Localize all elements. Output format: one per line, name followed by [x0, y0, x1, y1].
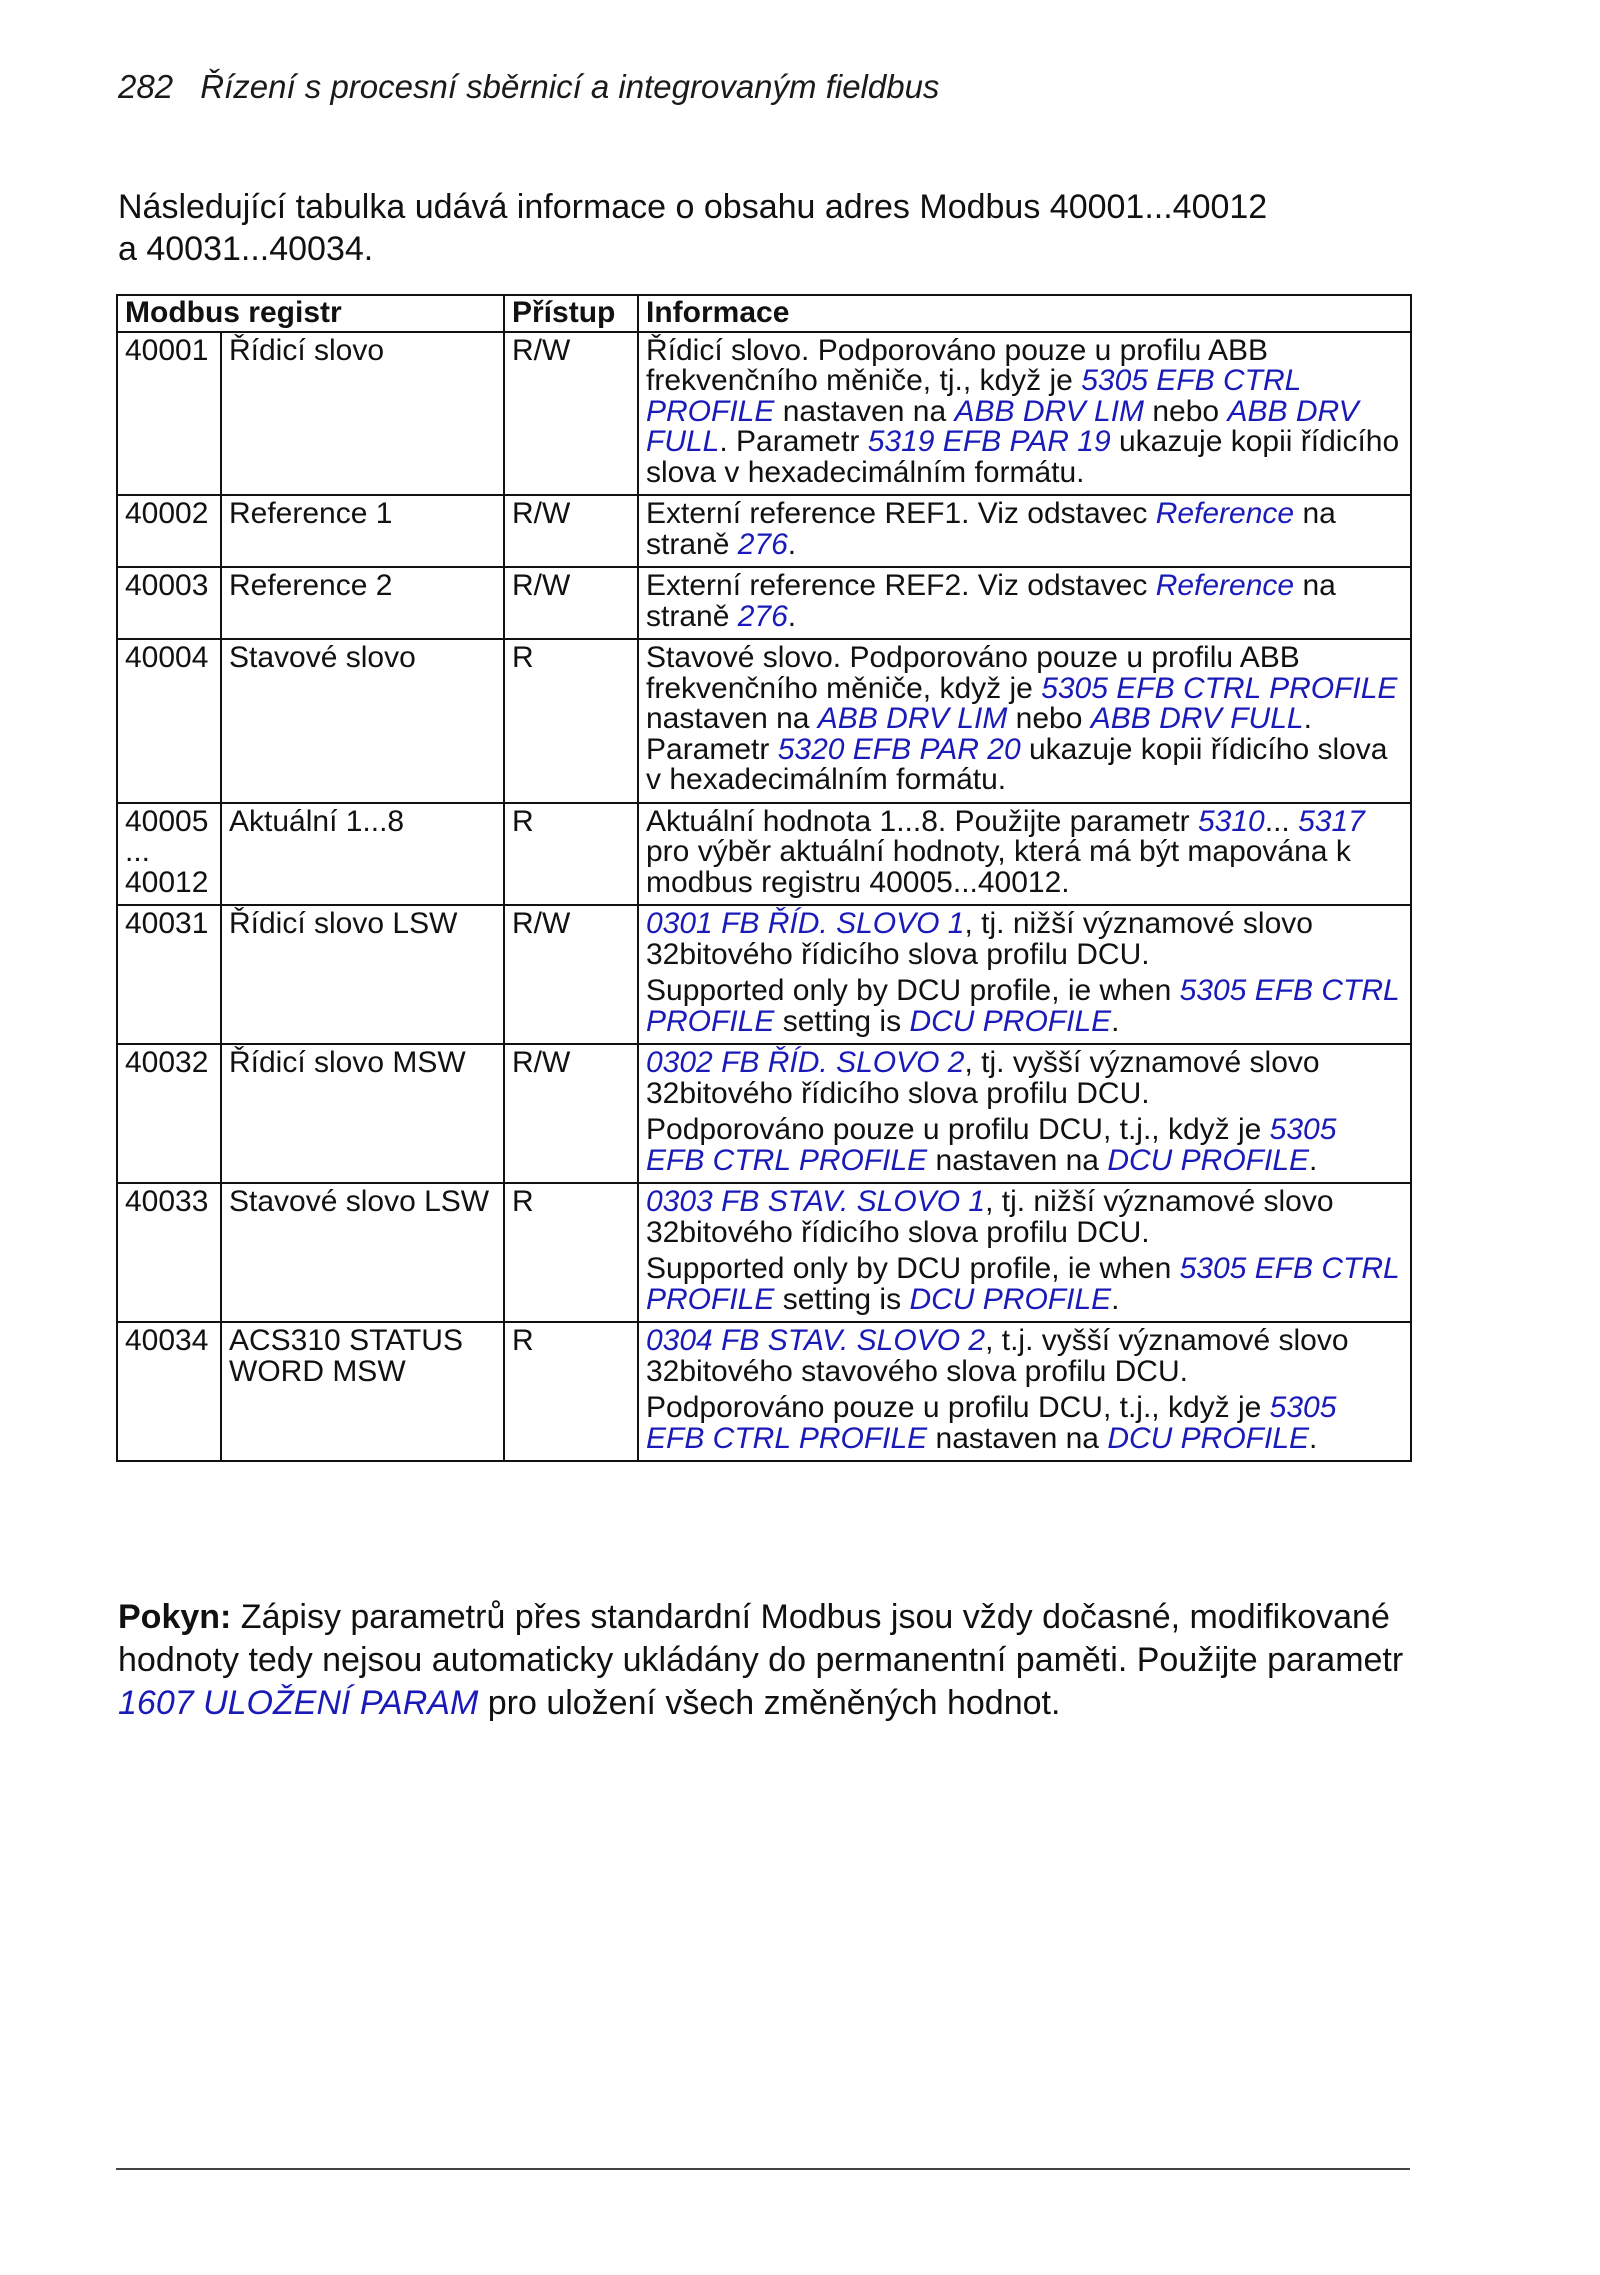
parameter-link[interactable]: 5305 EFB CTRL PROFILE — [1041, 671, 1398, 705]
register-access: R/W — [504, 905, 638, 1044]
info-text: setting is — [774, 1282, 910, 1316]
parameter-link[interactable]: 276 — [737, 527, 788, 561]
info-paragraph — [646, 499, 1403, 560]
info-text: nebo — [1007, 702, 1091, 735]
parameter-link[interactable]: DCU PROFILE — [909, 1282, 1112, 1316]
table-row — [117, 639, 1411, 803]
register-information — [638, 495, 1411, 567]
parameter-link[interactable]: ABB DRV FULL — [1090, 702, 1304, 735]
parameter-link[interactable]: 5305 EFB CTRL PROFILE — [646, 364, 1301, 428]
info-text: ukazuje kopii řídicího slova v hexadecimálním formátu. — [646, 425, 1400, 489]
register-address: 40033 — [117, 1183, 221, 1322]
register-access: R — [504, 1322, 638, 1461]
register-name: Reference 2 — [221, 567, 504, 639]
register-information — [638, 1183, 1411, 1322]
info-paragraph — [646, 571, 1403, 632]
info-text: . — [1309, 1421, 1318, 1455]
table-row — [117, 332, 1411, 496]
register-access: R/W — [504, 495, 638, 567]
parameter-link[interactable]: Reference — [1155, 497, 1295, 530]
info-paragraph — [646, 1326, 1403, 1387]
info-text: Stavové slovo. Podporováno pouze u profilu ABB frekvenčního měniče, když je — [646, 641, 1300, 705]
register-name: Řídicí slovo — [221, 332, 504, 496]
table-header-row — [117, 295, 1411, 332]
parameter-link[interactable]: DCU PROFILE — [909, 1004, 1112, 1038]
parameter-link[interactable]: 5305 EFB CTRL PROFILE — [646, 1113, 1337, 1177]
table-row — [117, 1044, 1411, 1183]
info-paragraph — [646, 1254, 1403, 1315]
info-text: Řídicí slovo. Podporováno pouze u profilu ABB frekvenčního měniče, tj., když je — [646, 333, 1269, 397]
parameter-link[interactable]: ABB DRV LIM — [954, 394, 1145, 428]
note-paragraph — [118, 1596, 1418, 1725]
parameter-link[interactable]: 5305 EFB CTRL PROFILE — [646, 974, 1400, 1038]
register-address: 40031 — [117, 905, 221, 1044]
info-paragraph — [646, 1187, 1403, 1248]
register-name: Aktuální 1...8 — [221, 803, 504, 906]
parameter-link[interactable]: DCU PROFILE — [1107, 1143, 1310, 1177]
register-information — [638, 803, 1411, 906]
register-access: R/W — [504, 567, 638, 639]
info-text: Aktuální hodnota 1...8. Použijte parametr — [646, 804, 1198, 838]
table-row — [117, 803, 1411, 906]
header-information: Informace — [638, 295, 1411, 332]
register-name: Řídicí slovo MSW — [221, 1044, 504, 1183]
register-information — [638, 639, 1411, 803]
parameter-link[interactable]: 0301 FB ŘÍD. SLOVO 1 — [646, 907, 965, 940]
info-text: , t.j. vyšší významové slovo 32bitového stavového slova profilu DCU. — [646, 1324, 1349, 1388]
parameter-link[interactable]: 5310 — [1198, 804, 1265, 838]
register-access: R — [504, 1183, 638, 1322]
register-address: 40004 — [117, 639, 221, 803]
register-name: ACS310 STATUS WORD MSW — [221, 1322, 504, 1461]
register-address: 40001 — [117, 332, 221, 496]
info-text: ... — [1264, 804, 1299, 838]
info-text: . — [787, 599, 797, 633]
register-information — [638, 1044, 1411, 1183]
info-text: . — [1111, 1282, 1120, 1316]
info-paragraph — [646, 909, 1403, 970]
register-access: R/W — [504, 1044, 638, 1183]
register-name: Stavové slovo — [221, 639, 504, 803]
info-text: ukazuje kopii řídicího slova v hexadecimálním formátu. — [646, 732, 1388, 796]
info-paragraph — [646, 643, 1403, 796]
page-header — [118, 68, 939, 106]
register-address: 40003 — [117, 567, 221, 639]
table-row — [117, 495, 1411, 567]
register-access: R — [504, 803, 638, 906]
register-name: Reference 1 — [221, 495, 504, 567]
parameter-link[interactable]: ABB DRV FULL — [646, 394, 1359, 458]
info-paragraph — [646, 1393, 1403, 1454]
intro-line-2: a 40031...40034. — [118, 230, 374, 268]
parameter-link[interactable]: 0304 FB STAV. SLOVO 2 — [646, 1324, 986, 1357]
parameter-link[interactable]: 5320 EFB PAR 20 — [777, 732, 1021, 766]
info-paragraph — [646, 1048, 1403, 1109]
register-name: Řídicí slovo LSW — [221, 905, 504, 1044]
table-row — [117, 567, 1411, 639]
info-text: , tj. nižší významové slovo 32bitového řídicího slova profilu DCU. — [646, 1185, 1334, 1249]
info-text: setting is — [774, 1004, 910, 1038]
info-text: , tj. vyšší významové slovo 32bitového řídicího slova profilu DCU. — [646, 1046, 1320, 1110]
register-information — [638, 567, 1411, 639]
header-modbus-register: Modbus registr — [117, 295, 504, 332]
table-row — [117, 905, 1411, 1044]
table-row — [117, 1322, 1411, 1461]
parameter-link[interactable]: ABB DRV LIM — [817, 702, 1008, 735]
info-text: Externí reference REF2. Viz odstavec — [646, 569, 1156, 602]
register-address: 40032 — [117, 1044, 221, 1183]
info-text: nebo — [1144, 394, 1228, 428]
parameter-link[interactable]: 5305 EFB CTRL PROFILE — [646, 1391, 1337, 1455]
chapter-title: Řízení s procesní sběrnicí a integrovaným fieldbus — [200, 68, 940, 105]
info-text: nastaven na — [646, 702, 818, 735]
modbus-register-table — [116, 294, 1412, 1462]
parameter-link[interactable]: 5305 EFB CTRL PROFILE — [646, 1252, 1400, 1316]
info-text: nastaven na — [774, 394, 955, 428]
parameter-link[interactable]: DCU PROFILE — [1107, 1421, 1310, 1455]
info-text: . Parametr — [646, 702, 1312, 766]
info-text: , tj. nižší významové slovo 32bitového řídicího slova profilu DCU. — [646, 907, 1313, 971]
info-text: . — [787, 527, 797, 561]
info-text: . Parametr — [719, 425, 868, 458]
table-body — [117, 332, 1411, 1462]
register-access: R — [504, 639, 638, 803]
parameter-link[interactable]: 0302 FB ŘÍD. SLOVO 2 — [646, 1046, 965, 1079]
header-access: Přístup — [504, 295, 638, 332]
note-text-2: pro uložení všech změněných hodnot. — [478, 1684, 1061, 1722]
parameter-link[interactable]: 276 — [737, 599, 788, 633]
register-address: 40005 ... 40012 — [117, 803, 221, 906]
register-address: 40034 — [117, 1322, 221, 1461]
note-label: Pokyn: — [118, 1598, 232, 1636]
parameter-link[interactable]: 5319 EFB PAR 19 — [867, 425, 1111, 458]
register-information — [638, 905, 1411, 1044]
info-text: na straně — [646, 569, 1336, 633]
footer-divider — [116, 2168, 1410, 2170]
register-information — [638, 332, 1411, 496]
note-param-link[interactable]: 1607 ULOŽENÍ PARAM — [118, 1684, 479, 1722]
table-row — [117, 1183, 1411, 1322]
info-paragraph — [646, 976, 1403, 1037]
info-text: nastaven na — [927, 1143, 1108, 1177]
info-text: . — [1309, 1143, 1318, 1177]
info-paragraph — [646, 804, 1403, 899]
info-text: pro výběr aktuální hodnoty, která má být mapována k modbus registru 40005...40012. — [646, 835, 1351, 899]
info-paragraph — [646, 333, 1403, 489]
info-text: nastaven na — [927, 1421, 1108, 1455]
register-access: R/W — [504, 332, 638, 496]
note-text-1: Zápisy parametrů přes standardní Modbus jsou vždy dočasné, modifikované hodnoty tedy nejsou automaticky ukládány do permanentní paměti. Použijte parametr — [118, 1598, 1404, 1679]
info-text: Podporováno pouze u profilu DCU, t.j., když je — [646, 1113, 1270, 1146]
info-paragraph — [646, 1115, 1403, 1176]
info-text: . — [1111, 1004, 1120, 1038]
intro-line-1: Následující tabulka udává informace o obsahu adres Modbus 40001...40012 — [118, 188, 1268, 226]
info-text: Supported only by DCU profile, ie when — [646, 974, 1180, 1007]
info-text: Supported only by DCU profile, ie when — [646, 1252, 1180, 1285]
intro-paragraph — [118, 186, 1368, 270]
register-information — [638, 1322, 1411, 1461]
page-number: 282 — [118, 68, 174, 105]
register-address: 40002 — [117, 495, 221, 567]
info-text: Podporováno pouze u profilu DCU, t.j., když je — [646, 1391, 1270, 1424]
parameter-link[interactable]: 5317 — [1298, 804, 1365, 838]
parameter-link[interactable]: Reference — [1155, 569, 1295, 602]
parameter-link[interactable]: 0303 FB STAV. SLOVO 1 — [646, 1185, 986, 1218]
info-text: na straně — [646, 497, 1336, 561]
info-text: Externí reference REF1. Viz odstavec — [646, 497, 1156, 530]
register-name: Stavové slovo LSW — [221, 1183, 504, 1322]
